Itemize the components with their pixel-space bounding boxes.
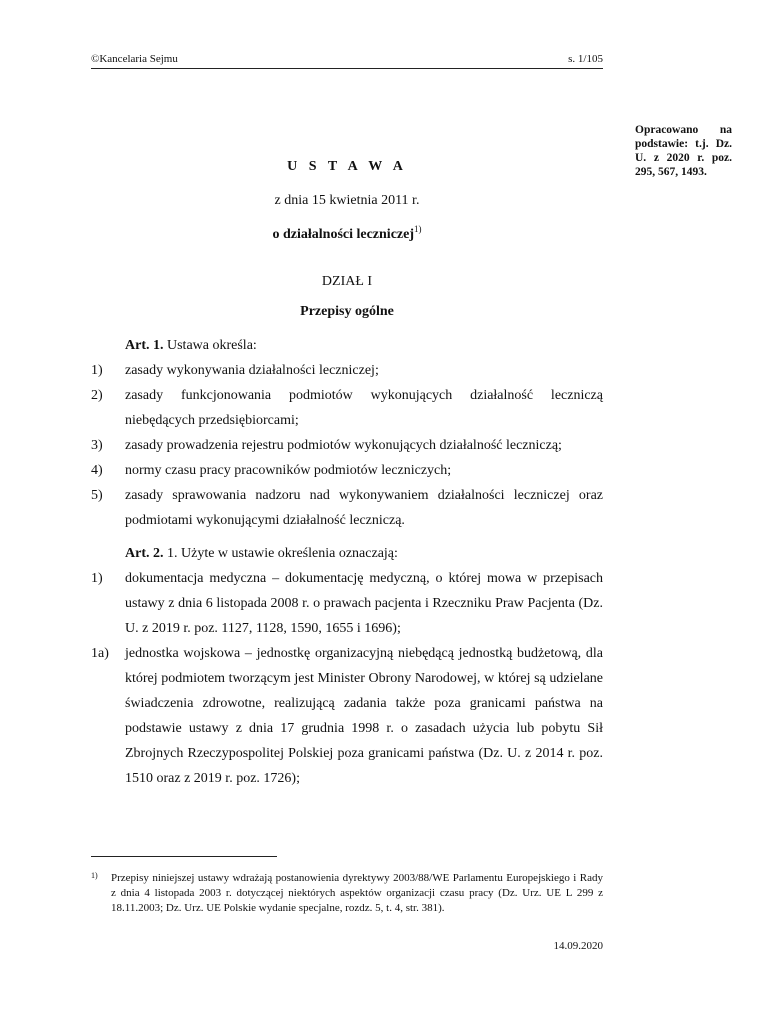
header-publisher: ©Kancelaria Sejmu <box>91 53 178 65</box>
item-text: zasady funkcjonowania podmiotów wykonujących działalność leczniczą niebędących przedsiębiorcami; <box>125 388 603 428</box>
list-item <box>91 566 603 641</box>
footer-date: 14.09.2020 <box>553 940 603 952</box>
footnote-separator <box>91 856 277 857</box>
act-title: U S T A W A <box>287 159 407 174</box>
list-item <box>91 358 603 383</box>
division-heading: DZIAŁ I <box>321 274 373 289</box>
item-text: dokumentacja medyczna – dokumentację medyczną, o której mowa w przepisach ustawy z dnia 6 listopada 2008 r. o prawach pacjenta i Rzeczniku Praw Pacjenta (Dz. U. z 2019 r. poz. 1127, 1128, 1590, 1655 i 1696); <box>125 571 603 636</box>
item-number: 4) <box>91 463 103 478</box>
item-text: zasady prowadzenia rejestru podmiotów wykonujących działalność leczniczą; <box>125 438 562 453</box>
article-2-label: Art. 2. <box>125 546 164 561</box>
page-header <box>91 53 603 69</box>
list-item <box>91 458 603 483</box>
act-subject-text: o działalności leczniczej <box>272 227 415 242</box>
act-subject <box>91 224 603 243</box>
act-date: z dnia 15 kwietnia 2011 r. <box>274 193 420 208</box>
item-number: 1) <box>91 571 103 586</box>
article-2-intro <box>91 541 603 566</box>
item-number: 3) <box>91 438 103 453</box>
item-text: zasady sprawowania nadzoru nad wykonywaniem działalności leczniczej oraz podmiotami wykonującymi działalność leczniczą. <box>125 488 603 528</box>
article-2-text: 1. Użyte w ustawie określenia oznaczają: <box>163 546 398 561</box>
item-number: 1a) <box>91 646 109 661</box>
article-1-text: Ustawa określa: <box>163 338 257 353</box>
list-item <box>91 641 603 791</box>
footnote <box>91 871 603 916</box>
item-text: jednostka wojskowa – jednostkę organizacyjną niebędącą jednostką budżetową, dla której podmiotem tworzącym jest Minister Obrony Narodowej, w której są udzielane świadczenia zdrowotne, realizującą zadania także poza granicami państwa na podstawie ustawy z dnia 17 grudnia 1998 r. o zasadach użycia lub pobytu Sił Zbrojnych Rzeczypospolitej Polskiej poza granicami państwa (Dz. U. z 2014 r. poz. 1510 oraz z 2019 r. poz. 1726); <box>125 646 603 786</box>
division-title: Przepisy ogólne <box>300 304 394 319</box>
item-number: 5) <box>91 488 103 503</box>
footnote-text: Przepisy niniejszej ustawy wdrażają postanowienia dyrektywy 2003/88/WE Parlamentu Europejskiego i Rady z dnia 4 listopada 2003 r. dotyczącej niektórych aspektów organizacji czasu pracy (Dz. Urz. UE L 299 z 18.11.2003; Dz. Urz. UE Polskie wydanie specjalne, rozdz. 5, t. 4, str. 381). <box>111 872 603 914</box>
item-number: 2) <box>91 388 103 403</box>
list-item <box>91 433 603 458</box>
list-item <box>91 383 603 433</box>
item-text: normy czasu pracy pracowników podmiotów leczniczych; <box>125 463 452 478</box>
article-1-intro <box>91 333 603 358</box>
article-1 <box>91 333 603 533</box>
footnote-mark: 1) <box>91 871 98 880</box>
item-text: zasady wykonywania działalności leczniczej; <box>125 363 379 378</box>
header-page-number: s. 1/105 <box>568 53 603 65</box>
article-1-label: Art. 1. <box>125 338 164 353</box>
list-item <box>91 483 603 533</box>
item-number: 1) <box>91 363 103 378</box>
article-2 <box>91 541 603 791</box>
footnote-reference[interactable]: 1) <box>414 224 422 234</box>
side-note-source: Opracowano na podstawie: t.j. Dz. U. z 2020 r. poz. 295, 567, 1493. <box>635 124 732 178</box>
